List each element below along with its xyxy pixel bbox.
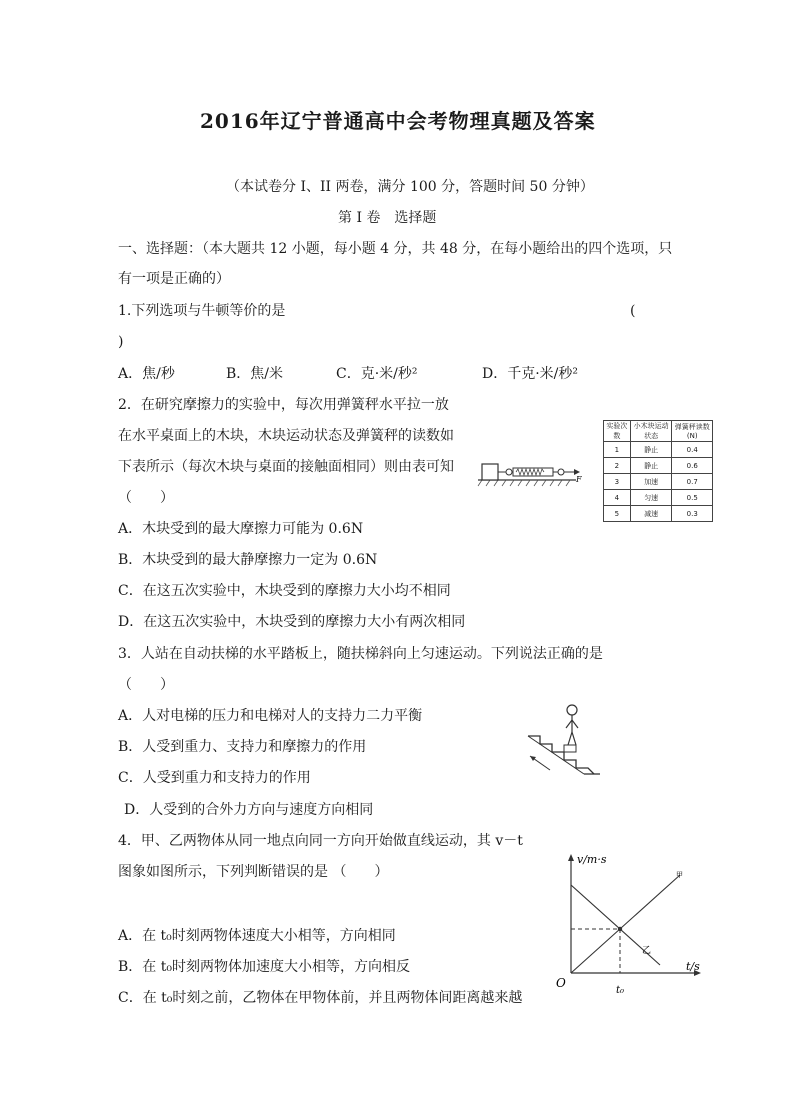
table-cell: 减速	[630, 506, 672, 522]
experiment-table	[603, 420, 713, 522]
q4-option-a: A．在 t₀时刻两物体速度大小相等，方向相同	[118, 928, 396, 944]
spring-scale-figure	[476, 452, 586, 492]
origin-label: O	[556, 976, 566, 990]
vt-graph	[550, 845, 710, 1005]
table-header-row	[604, 421, 713, 442]
table-row	[604, 490, 713, 506]
table-row	[604, 458, 713, 474]
section-title: 第 I 卷 选择题	[338, 210, 437, 226]
q3-option-c: C．人受到重力和支持力的作用	[118, 770, 311, 786]
q4-stem-line-1: 4．甲、乙两物体从同一地点向同一方向开始做直线运动，其 v－t	[118, 833, 523, 849]
q1-stem: 1.下列选项与牛顿等价的是	[118, 303, 286, 319]
line-yi-label: 乙	[642, 946, 652, 956]
q2-stem-line-3: 下表所示（每次木块与桌面的接触面相同）则由表可知	[118, 459, 454, 475]
q1-option-b: B．焦/米	[226, 366, 284, 382]
y-axis-label: v/m·s	[577, 853, 607, 866]
table-header: 实验次数	[604, 421, 631, 442]
q1-option-d: D．千克·米/秒²	[482, 366, 579, 382]
q4-option-c: C．在 t₀时刻之前，乙物体在甲物体前，并且两物体间距离越来越	[118, 990, 523, 1006]
table-cell: 5	[604, 506, 631, 522]
q2-option-b: B．木块受到的最大静摩擦力一定为 0.6N	[118, 552, 378, 568]
table-cell: 4	[604, 490, 631, 506]
table-cell: 0.6	[672, 458, 713, 474]
table-cell: 0.3	[672, 506, 713, 522]
q4-option-b: B．在 t₀时刻两物体加速度大小相等，方向相反	[118, 959, 410, 975]
x-axis-label: t/s	[686, 960, 700, 973]
q3-option-d: D．人受到的合外力方向与速度方向相同	[124, 802, 374, 818]
q1-answer-paren-close: )	[118, 334, 124, 350]
table-cell: 加速	[630, 474, 672, 490]
t0-label: t₀	[616, 985, 625, 996]
table-cell: 0.7	[672, 474, 713, 490]
table-cell: 1	[604, 442, 631, 458]
table-cell: 3	[604, 474, 631, 490]
table-header: 弹簧秤读数(N)	[672, 421, 713, 442]
q3-option-a: A．人对电梯的压力和电梯对人的支持力二力平衡	[118, 708, 423, 724]
part-heading-line-1: 一、选择题：（本大题共 12 小题，每小题 4 分，共 48 分，在每小题给出的四个选项，只	[118, 241, 673, 257]
page-title: 2016年辽宁普通高中会考物理真题及答案	[200, 109, 596, 133]
q2-stem-line-1: 2．在研究摩擦力的实验中，每次用弹簧秤水平拉一放	[118, 397, 449, 413]
exam-info: （本试卷分 I、II 两卷，满分 100 分，答题时间 50 分钟）	[226, 179, 594, 195]
table-row	[604, 506, 713, 522]
table-cell: 匀速	[630, 490, 672, 506]
q2-option-a: A．木块受到的最大摩擦力可能为 0.6N	[118, 521, 364, 537]
q1-option-c: C．克·米/秒²	[336, 366, 418, 382]
force-label: F	[576, 475, 582, 484]
q2-stem-line-2: 在水平桌面上的木块，木块运动状态及弹簧秤的读数如	[118, 428, 454, 444]
q1-option-a: A．焦/秒	[118, 366, 175, 382]
table-row	[604, 474, 713, 490]
table-row	[604, 442, 713, 458]
table-cell: 静止	[630, 458, 672, 474]
q3-option-b: B．人受到重力、支持力和摩擦力的作用	[118, 739, 367, 755]
part-heading-line-2: 有一项是正确的）	[118, 271, 230, 287]
table-header: 小木块运动状态	[630, 421, 672, 442]
q2-answer-paren: （ ）	[118, 490, 174, 506]
q4-stem-line-2: 图象如图所示，下列判断错误的是 （ ）	[118, 864, 389, 880]
table-cell: 静止	[630, 442, 672, 458]
table-cell: 0.4	[672, 442, 713, 458]
q3-stem: 3．人站在自动扶梯的水平踏板上，随扶梯斜向上匀速运动。下列说法正确的是	[118, 646, 603, 662]
q1-answer-paren-open: (	[630, 303, 636, 319]
q3-answer-paren: （ ）	[118, 677, 174, 693]
line-jia-label: 甲	[676, 871, 683, 879]
table-cell: 0.5	[672, 490, 713, 506]
q2-option-c: C．在这五次实验中，木块受到的摩擦力大小均不相同	[118, 583, 451, 599]
escalator-figure	[524, 700, 604, 780]
table-cell: 2	[604, 458, 631, 474]
q2-option-d: D．在这五次实验中，木块受到的摩擦力大小有两次相同	[118, 614, 466, 630]
